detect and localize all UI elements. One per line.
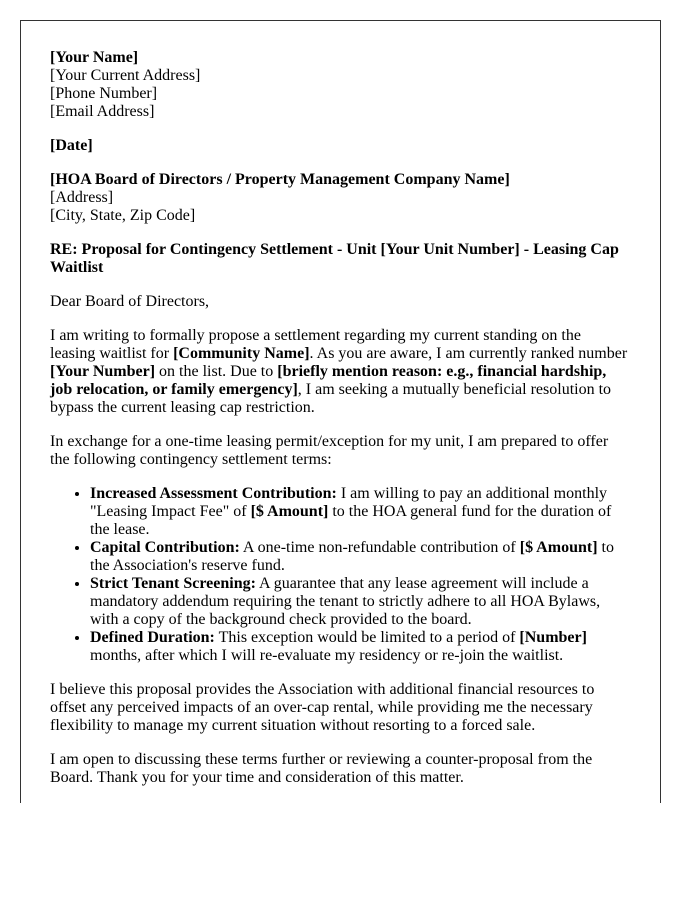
subject-text: RE: Proposal for Contingency Settlement - Unit [Your Unit Number] - Leasing Cap Waitlist: [50, 241, 619, 276]
paragraph-intro: [50, 327, 630, 417]
term-text: A guarantee that any lease agreement will include a mandatory addendum requiring the tenant to strictly adhere to all HOA Bylaws, with a copy of the background check provided to the board.: [90, 575, 601, 628]
amount-placeholder: [$ Amount]: [519, 539, 598, 556]
term-text: to the HOA general fund for the duration of the lease.: [90, 503, 612, 538]
sender-block: [50, 49, 630, 121]
paragraph-closing: I am open to discussing these terms further or reviewing a counter-proposal from the Board. Thank you for your time and consideration of this matter.: [50, 751, 593, 786]
recipient-block: [50, 171, 630, 225]
sender-phone: [Phone Number]: [50, 85, 158, 102]
sender-address: [Your Current Address]: [50, 67, 201, 84]
paragraph-justification: I believe this proposal provides the Association with additional financial resources to offset any perceived impacts of an over-cap rental, while providing me the necessary flexibility to manage my current situation without resorting to a forced sale.: [50, 681, 595, 734]
term-text: This exception would be limited to a period of: [214, 629, 520, 646]
paragraph-offer: In exchange for a one-time leasing permit/exception for my unit, I am prepared to offer the following contingency settlement terms:: [50, 433, 609, 468]
waitlist-number-placeholder: [Your Number]: [50, 363, 156, 380]
number-placeholder: [Number]: [519, 629, 587, 646]
term-item: [90, 575, 630, 629]
reason-placeholder: [briefly mention reason: e.g., financial hardship, job relocation, or family emergency]: [50, 363, 607, 398]
term-item: [90, 539, 630, 575]
term-title: Capital Contribution:: [90, 539, 240, 556]
date-block: [50, 137, 630, 155]
term-text: I am willing to pay an additional monthly "Leasing Impact Fee" of: [90, 485, 608, 520]
term-item: [90, 485, 630, 539]
term-text: A one-time non-refundable contribution of: [239, 539, 520, 556]
term-title: Defined Duration:: [90, 629, 215, 646]
subject-line: [50, 241, 630, 277]
intro-text-4: , I am seeking a mutually beneficial resolution to bypass the current leasing cap restriction.: [50, 381, 612, 416]
sender-email: [Email Address]: [50, 103, 155, 120]
sender-name: [Your Name]: [50, 49, 139, 66]
terms-list: [50, 485, 630, 665]
amount-placeholder: [$ Amount]: [250, 503, 329, 520]
term-text: months, after which I will re-evaluate my residency or re-join the waitlist.: [90, 647, 564, 664]
intro-text-3: on the list. Due to: [155, 363, 278, 380]
letter-page: [20, 20, 661, 803]
letter-date: [Date]: [50, 137, 93, 154]
recipient-address: [Address]: [50, 189, 114, 206]
salutation: Dear Board of Directors,: [50, 293, 210, 310]
term-title: Strict Tenant Screening:: [90, 575, 256, 592]
recipient-name: [HOA Board of Directors / Property Management Company Name]: [50, 171, 510, 188]
recipient-city-state-zip: [City, State, Zip Code]: [50, 207, 196, 224]
intro-text-2: . As you are aware, I am currently ranked number: [309, 345, 628, 362]
term-item: [90, 629, 630, 665]
term-text: to the Association's reserve fund.: [90, 539, 614, 574]
community-name-placeholder: [Community Name]: [173, 345, 310, 362]
term-title: Increased Assessment Contribution:: [90, 485, 337, 502]
intro-text-1: I am writing to formally propose a settlement regarding my current standing on the leasing waitlist for: [50, 327, 581, 362]
